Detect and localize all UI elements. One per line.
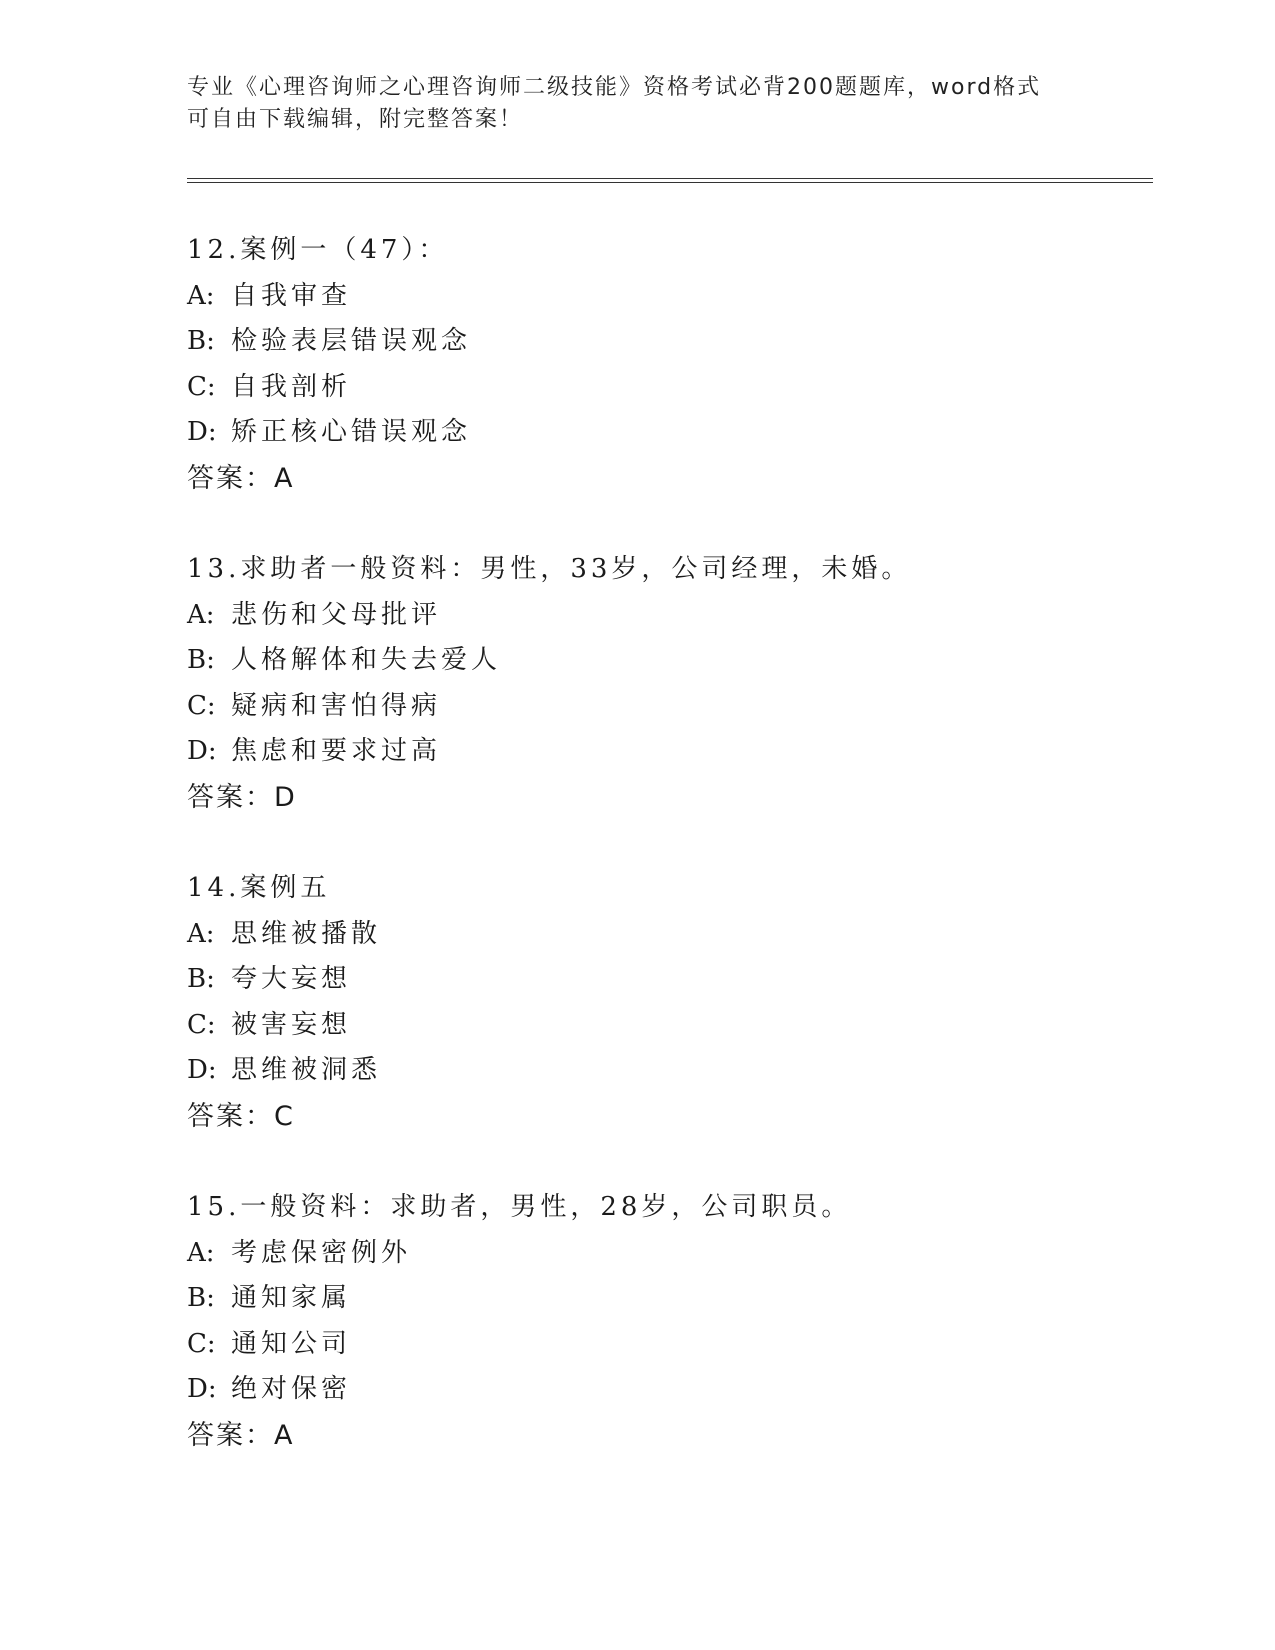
option-text: 绝对保密: [231, 1374, 352, 1405]
question-title: 12.案例一（47）：: [187, 235, 449, 265]
option-b: [187, 319, 1187, 365]
option-text: 通知公司: [231, 1328, 352, 1359]
question-12: [187, 228, 1187, 502]
question-13: [187, 547, 1187, 821]
question-14: [187, 866, 1187, 1140]
option-text: 自我审查: [231, 280, 352, 311]
option-c: [187, 1322, 1187, 1368]
option-d: [187, 1048, 1187, 1094]
header-line-2: 可自由下载编辑，附完整答案！: [187, 107, 524, 132]
question-title: 15.一般资料：求助者，男性，28岁，公司职员。: [187, 1192, 852, 1222]
option-b: [187, 1276, 1187, 1322]
option-a: [187, 274, 1187, 320]
question-15: [187, 1185, 1187, 1459]
option-letter: C:: [187, 1328, 216, 1359]
option-letter: D:: [187, 1374, 217, 1405]
option-text: 焦虑和要求过高: [231, 736, 442, 767]
option-a: [187, 593, 1187, 639]
option-text: 矫正核心错误观念: [231, 417, 472, 448]
option-d: [187, 1367, 1187, 1413]
option-b: [187, 638, 1187, 684]
header-divider: [187, 178, 1153, 183]
option-d: [187, 729, 1187, 775]
option-c: [187, 684, 1187, 730]
option-text: 人格解体和失去爱人: [231, 645, 502, 676]
option-a: [187, 1231, 1187, 1277]
option-letter: A:: [187, 280, 215, 311]
question-title: 14.案例五: [187, 873, 331, 903]
option-text: 夸大妄想: [231, 964, 352, 995]
option-c: [187, 365, 1187, 411]
option-letter: B:: [187, 645, 215, 676]
option-letter: C:: [187, 690, 216, 721]
header-line-1: 专业《心理咨询师之心理咨询师二级技能》资格考试必背200题题库，word格式: [187, 75, 1042, 100]
option-text: 悲伤和父母批评: [231, 599, 442, 630]
option-letter: A:: [187, 918, 215, 949]
option-letter: D:: [187, 417, 217, 448]
option-letter: B:: [187, 326, 215, 357]
option-text: 考虑保密例外: [231, 1237, 412, 1268]
option-text: 检验表层错误观念: [231, 326, 472, 357]
option-letter: D:: [187, 736, 217, 767]
answer-line: 答案：C: [187, 1100, 295, 1132]
option-letter: D:: [187, 1055, 217, 1086]
option-letter: A:: [187, 599, 215, 630]
option-text: 通知家属: [231, 1283, 352, 1314]
option-letter: C:: [187, 1009, 216, 1040]
option-letter: B:: [187, 964, 215, 995]
question-title: 13.求助者一般资料：男性，33岁，公司经理，未婚。: [187, 554, 912, 584]
answer-line: 答案：A: [187, 462, 295, 494]
option-text: 疑病和害怕得病: [231, 690, 442, 721]
option-letter: B:: [187, 1283, 215, 1314]
option-letter: A:: [187, 1237, 215, 1268]
document-header: [187, 72, 1067, 136]
option-text: 自我剖析: [231, 371, 352, 402]
option-text: 思维被洞悉: [231, 1055, 382, 1086]
option-a: [187, 912, 1187, 958]
option-b: [187, 957, 1187, 1003]
option-letter: C:: [187, 371, 216, 402]
option-d: [187, 410, 1187, 456]
option-c: [187, 1003, 1187, 1049]
answer-line: 答案：A: [187, 1419, 295, 1451]
option-text: 思维被播散: [231, 918, 382, 949]
option-text: 被害妄想: [231, 1009, 352, 1040]
answer-line: 答案：D: [187, 781, 297, 813]
